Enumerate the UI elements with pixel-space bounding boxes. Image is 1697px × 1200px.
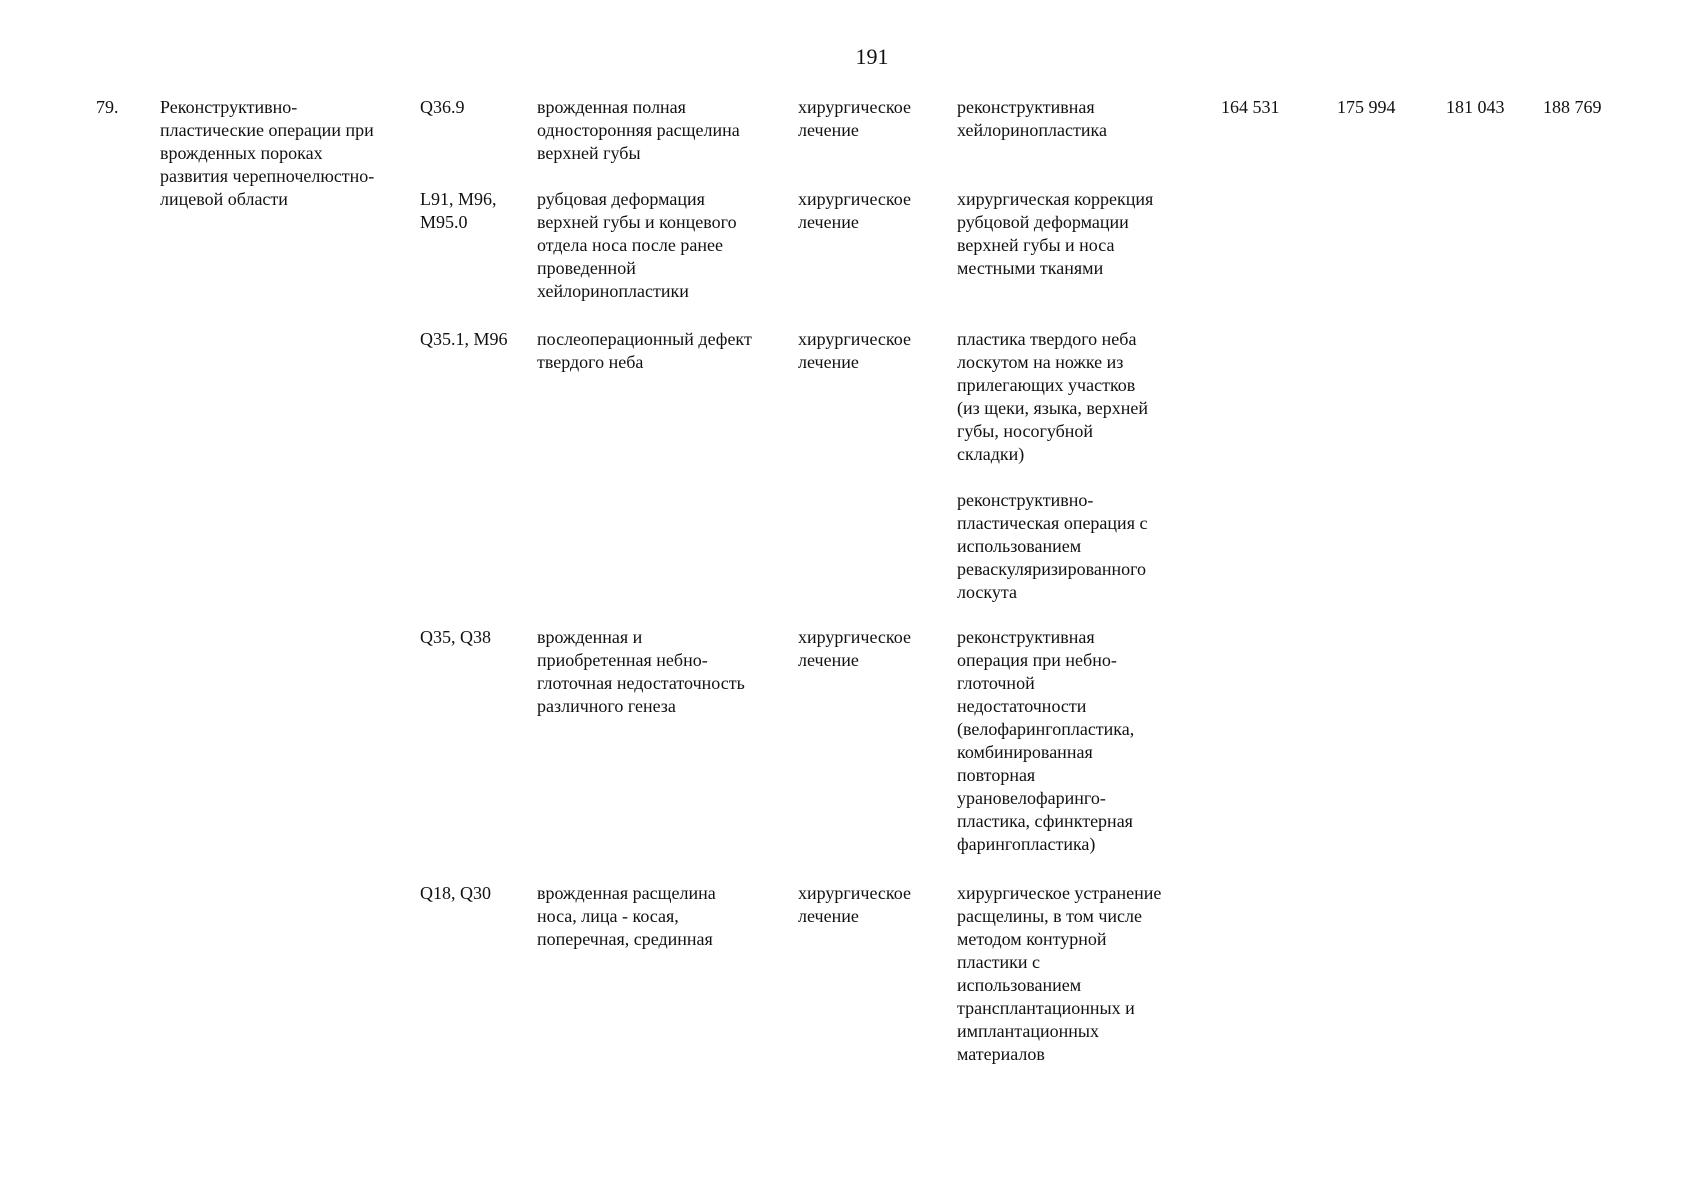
method-line: использованием: [957, 536, 1082, 556]
method-line: недостаточности: [957, 696, 1087, 716]
method-line: методом контурной: [957, 929, 1107, 949]
treatment-type: [798, 626, 911, 672]
page-number: 191: [855, 44, 889, 69]
price-value: 164 531: [1221, 97, 1280, 117]
diagnosis-line: отдела носа после ранее: [537, 235, 723, 255]
method-line: рубцовой деформации: [957, 212, 1129, 232]
method-line: местными тканями: [957, 258, 1104, 278]
treatment-line: хирургическое: [798, 329, 911, 349]
treatment-type: [798, 328, 911, 374]
diagnosis-line: твердого неба: [537, 352, 644, 372]
treatment-method: [957, 96, 1107, 142]
method-line: глоточной: [957, 673, 1035, 693]
diagnosis-line: поперечная, срединная: [537, 929, 713, 949]
diagnosis-line: врожденная расщелина: [537, 883, 716, 903]
treatment-line: лечение: [798, 120, 859, 140]
diagnosis-line: рубцовая деформация: [537, 189, 705, 209]
method-line: пластика твердого неба: [957, 329, 1137, 349]
code-line: L91, M96,: [420, 189, 497, 209]
code-line: M95.0: [420, 212, 468, 232]
price-value: 181 043: [1446, 97, 1505, 117]
diagnosis-code: [420, 96, 465, 119]
method-line: хирургическое устранение: [957, 883, 1162, 903]
method-line: (из щеки, языка, верхней: [957, 398, 1149, 418]
diagnosis-line: глоточная недостаточность: [537, 673, 745, 693]
treatment-type: [798, 96, 911, 142]
diagnosis-line: приобретенная небно-: [537, 650, 708, 670]
method-line: пластики с: [957, 952, 1040, 972]
diagnosis-line: врожденная полная: [537, 97, 686, 117]
entry-title-line: пластические операции при: [160, 120, 374, 140]
diagnosis-code: [420, 882, 491, 905]
method-line: пластическая операция с: [957, 513, 1148, 533]
method-line: прилегающих участков: [957, 375, 1136, 395]
treatment-line: хирургическое: [798, 883, 911, 903]
diagnosis-line: проведенной: [537, 258, 636, 278]
method-line: хирургическая коррекция: [957, 189, 1154, 209]
price-value: 175 994: [1337, 97, 1396, 117]
treatment-type: [798, 882, 911, 928]
method-line: верхней губы и носа: [957, 235, 1115, 255]
method-line: лоскута: [957, 582, 1017, 602]
code-line: Q36.9: [420, 97, 465, 117]
code-line: Q35, Q38: [420, 627, 491, 647]
diagnosis-line: врожденная и: [537, 627, 643, 647]
entry-title-line: врожденных пороках: [160, 143, 323, 163]
diagnosis-code: [420, 626, 491, 649]
code-line: Q35.1, M96: [420, 329, 508, 349]
treatment-type: [798, 188, 911, 234]
treatment-line: лечение: [798, 212, 859, 232]
method-line: хейлоринопластика: [957, 120, 1107, 140]
method-line: расщелины, в том числе: [957, 906, 1142, 926]
diagnosis-line: послеоперационный дефект: [537, 329, 752, 349]
method-line: реваскуляризированного: [957, 559, 1147, 579]
diagnosis-code: [420, 328, 508, 351]
entry-title: [160, 96, 374, 211]
treatment-line: хирургическое: [798, 627, 911, 647]
diagnosis-line: хейлоринопластики: [537, 281, 689, 301]
diagnosis-line: различного генеза: [537, 696, 676, 716]
price-value: 188 769: [1543, 97, 1602, 117]
method-line: пластика, сфинктерная: [957, 811, 1133, 831]
diagnosis: [537, 96, 740, 165]
method-line: реконструктивно-: [957, 490, 1094, 510]
method-line: урановелофаринго-: [957, 788, 1106, 808]
method-gap: [957, 466, 1148, 489]
diagnosis-line: верхней губы и концевого: [537, 212, 737, 232]
entry-title-line: Реконструктивно-: [160, 97, 298, 117]
diagnosis: [537, 882, 716, 951]
treatment-line: хирургическое: [798, 189, 911, 209]
method-line: операция при небно-: [957, 650, 1117, 670]
diagnosis: [537, 188, 737, 303]
entry-number: 79.: [96, 97, 119, 117]
method-line: имплантационных: [957, 1021, 1099, 1041]
treatment-line: лечение: [798, 650, 859, 670]
method-line: трансплантационных и: [957, 998, 1135, 1018]
diagnosis-line: носа, лица - косая,: [537, 906, 679, 926]
method-line: складки): [957, 444, 1025, 464]
method-line: комбинированная: [957, 742, 1093, 762]
treatment-line: лечение: [798, 352, 859, 372]
diagnosis-code: [420, 188, 497, 234]
method-line: повторная: [957, 765, 1036, 785]
treatment-line: лечение: [798, 906, 859, 926]
method-line: (велофарингопластика,: [957, 719, 1135, 739]
treatment-method: [957, 882, 1161, 1066]
diagnosis-line: верхней губы: [537, 143, 641, 163]
treatment-method: [957, 188, 1153, 280]
method-line: фарингопластика): [957, 834, 1096, 854]
diagnosis: [537, 328, 752, 374]
entry-title-line: лицевой области: [160, 189, 288, 209]
diagnosis: [537, 626, 745, 718]
method-line: лоскутом на ножке из: [957, 352, 1124, 372]
code-line: Q18, Q30: [420, 883, 491, 903]
treatment-method: [957, 328, 1148, 604]
method-line: губы, носогубной: [957, 421, 1094, 441]
treatment-line: хирургическое: [798, 97, 911, 117]
method-line: реконструктивная: [957, 627, 1095, 647]
method-line: реконструктивная: [957, 97, 1095, 117]
method-line: использованием: [957, 975, 1082, 995]
entry-title-line: развития черепночелюстно-: [160, 166, 375, 186]
treatment-method: [957, 626, 1134, 856]
method-line: материалов: [957, 1044, 1045, 1064]
diagnosis-line: односторонняя расщелина: [537, 120, 740, 140]
